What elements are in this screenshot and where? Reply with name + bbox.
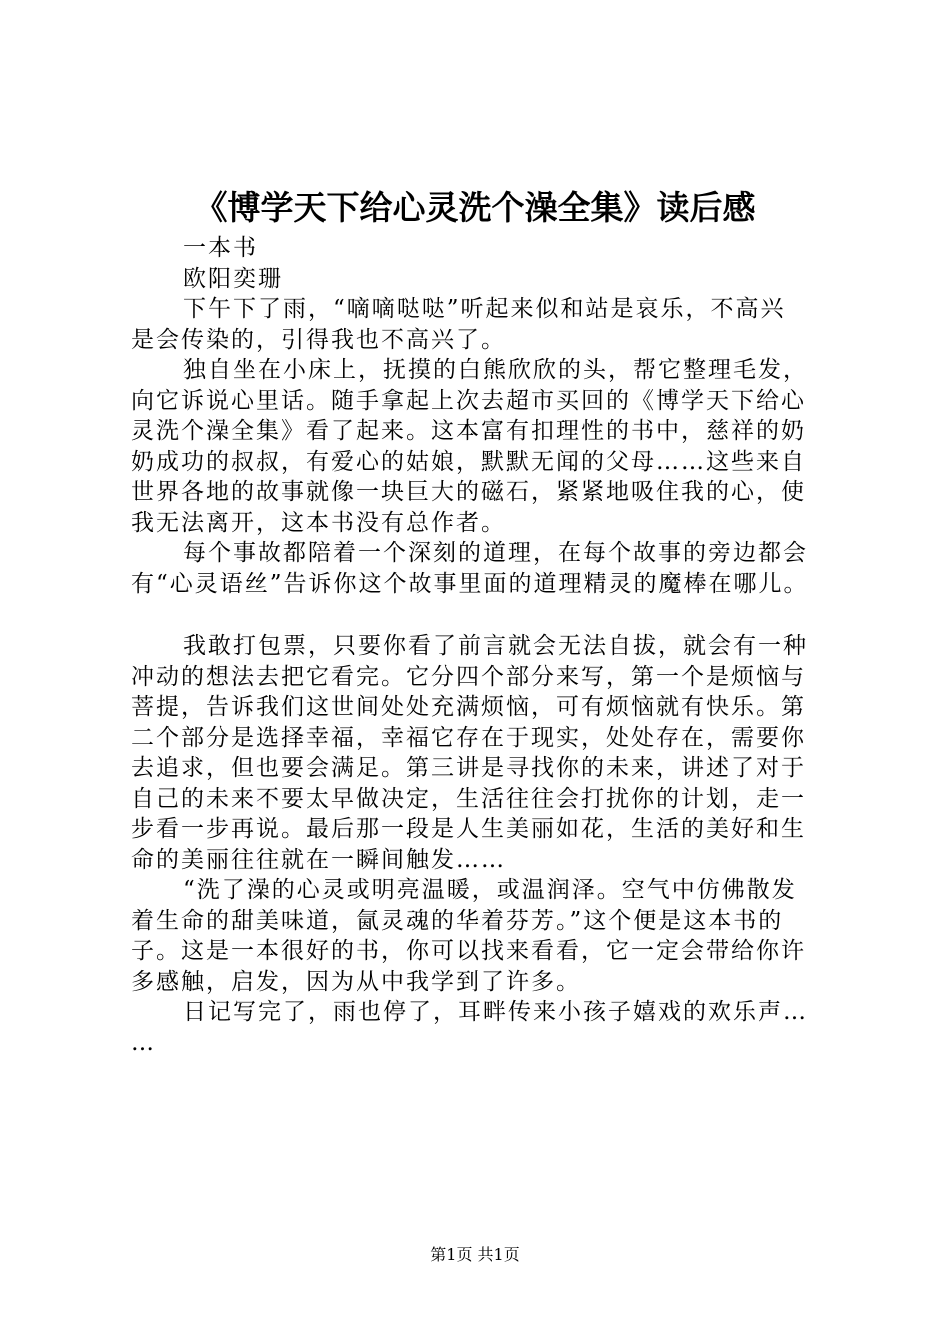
text-line: 冲动的想法去把它看完。它分四个部分来写，第一个是烦恼与	[131, 663, 806, 690]
text-line: …	[131, 1029, 156, 1056]
text-line: 有“心灵语丝”告诉你这个故事里面的道理精灵的魔棒在哪儿。	[131, 570, 809, 597]
text-line: 向它诉说心里话。随手拿起上次去超市买回的《博学天下给心	[131, 387, 806, 414]
text-line: 灵洗个澡全集》看了起来。这本富有扣理性的书中，慈祥的奶	[131, 418, 806, 444]
page-footer: 第1页 共1页	[430, 1245, 520, 1264]
text-line: 子。这是一本很好的书，你可以找来看看，它一定会带给你许	[131, 938, 806, 964]
text-line: 步看一步再说。最后那一段是人生美丽如花，生活的美好和生	[131, 816, 806, 842]
text-line: 欧阳奕珊	[183, 265, 283, 292]
text-line: 独自坐在小床上，抚摸的白熊欣欣的头，帮它整理毛发，	[183, 357, 808, 383]
text-line: “洗了澡的心灵或明亮温暖，或温润泽。空气中仿佛散发	[183, 877, 797, 903]
blank-line	[131, 599, 827, 631]
text-line: 下午下了雨，“嘀嘀哒哒”听起来似和站是哀乐，不高兴	[183, 296, 786, 322]
text-line: 二个部分是选择幸福，幸福它存在于现实，处处存在，需要你	[131, 724, 806, 751]
text-line: 我敢打包票，只要你看了前言就会无法自拔，就会有一种	[183, 633, 808, 659]
text-line: 一本书	[183, 235, 258, 261]
text-line: 多感触，启发，因为从中我学到了许多。	[131, 968, 581, 995]
text-line: 奶成功的叔叔，有爱心的姑娘，默默无闻的父母……这些来自	[131, 448, 806, 475]
text-line: 每个事故都陪着一个深刻的道理，在每个故事的旁边都会	[183, 540, 808, 566]
document-title: 《博学天下给心灵洗个澡全集》读后感	[194, 188, 756, 227]
text-line: 自己的未来不要太早做决定，生活往往会打扰你的计划，走一	[131, 785, 806, 812]
text-line: 去追求，但也要会满足。第三讲是寻找你的未来，讲述了对于	[131, 755, 806, 781]
text-line: 命的美丽往往就在一瞬间触发……	[131, 846, 506, 873]
text-line: 着生命的甜美味道，氤灵魂的华着芬芳。”这个便是这本书的	[131, 907, 784, 934]
text-line: 是会传染的，引得我也不高兴了。	[131, 326, 506, 353]
text-line: 世界各地的故事就像一块巨大的磁石，紧紧地吸住我的心，使	[131, 479, 806, 505]
text-line: 菩提，告诉我们这世间处处充满烦恼，可有烦恼就有快乐。第	[131, 694, 806, 720]
text-line: 我无法离开，这本书没有总作者。	[131, 509, 506, 536]
document-body	[131, 233, 827, 1058]
text-line: 日记写完了，雨也停了，耳畔传来小孩子嬉戏的欢乐声…	[183, 999, 808, 1025]
